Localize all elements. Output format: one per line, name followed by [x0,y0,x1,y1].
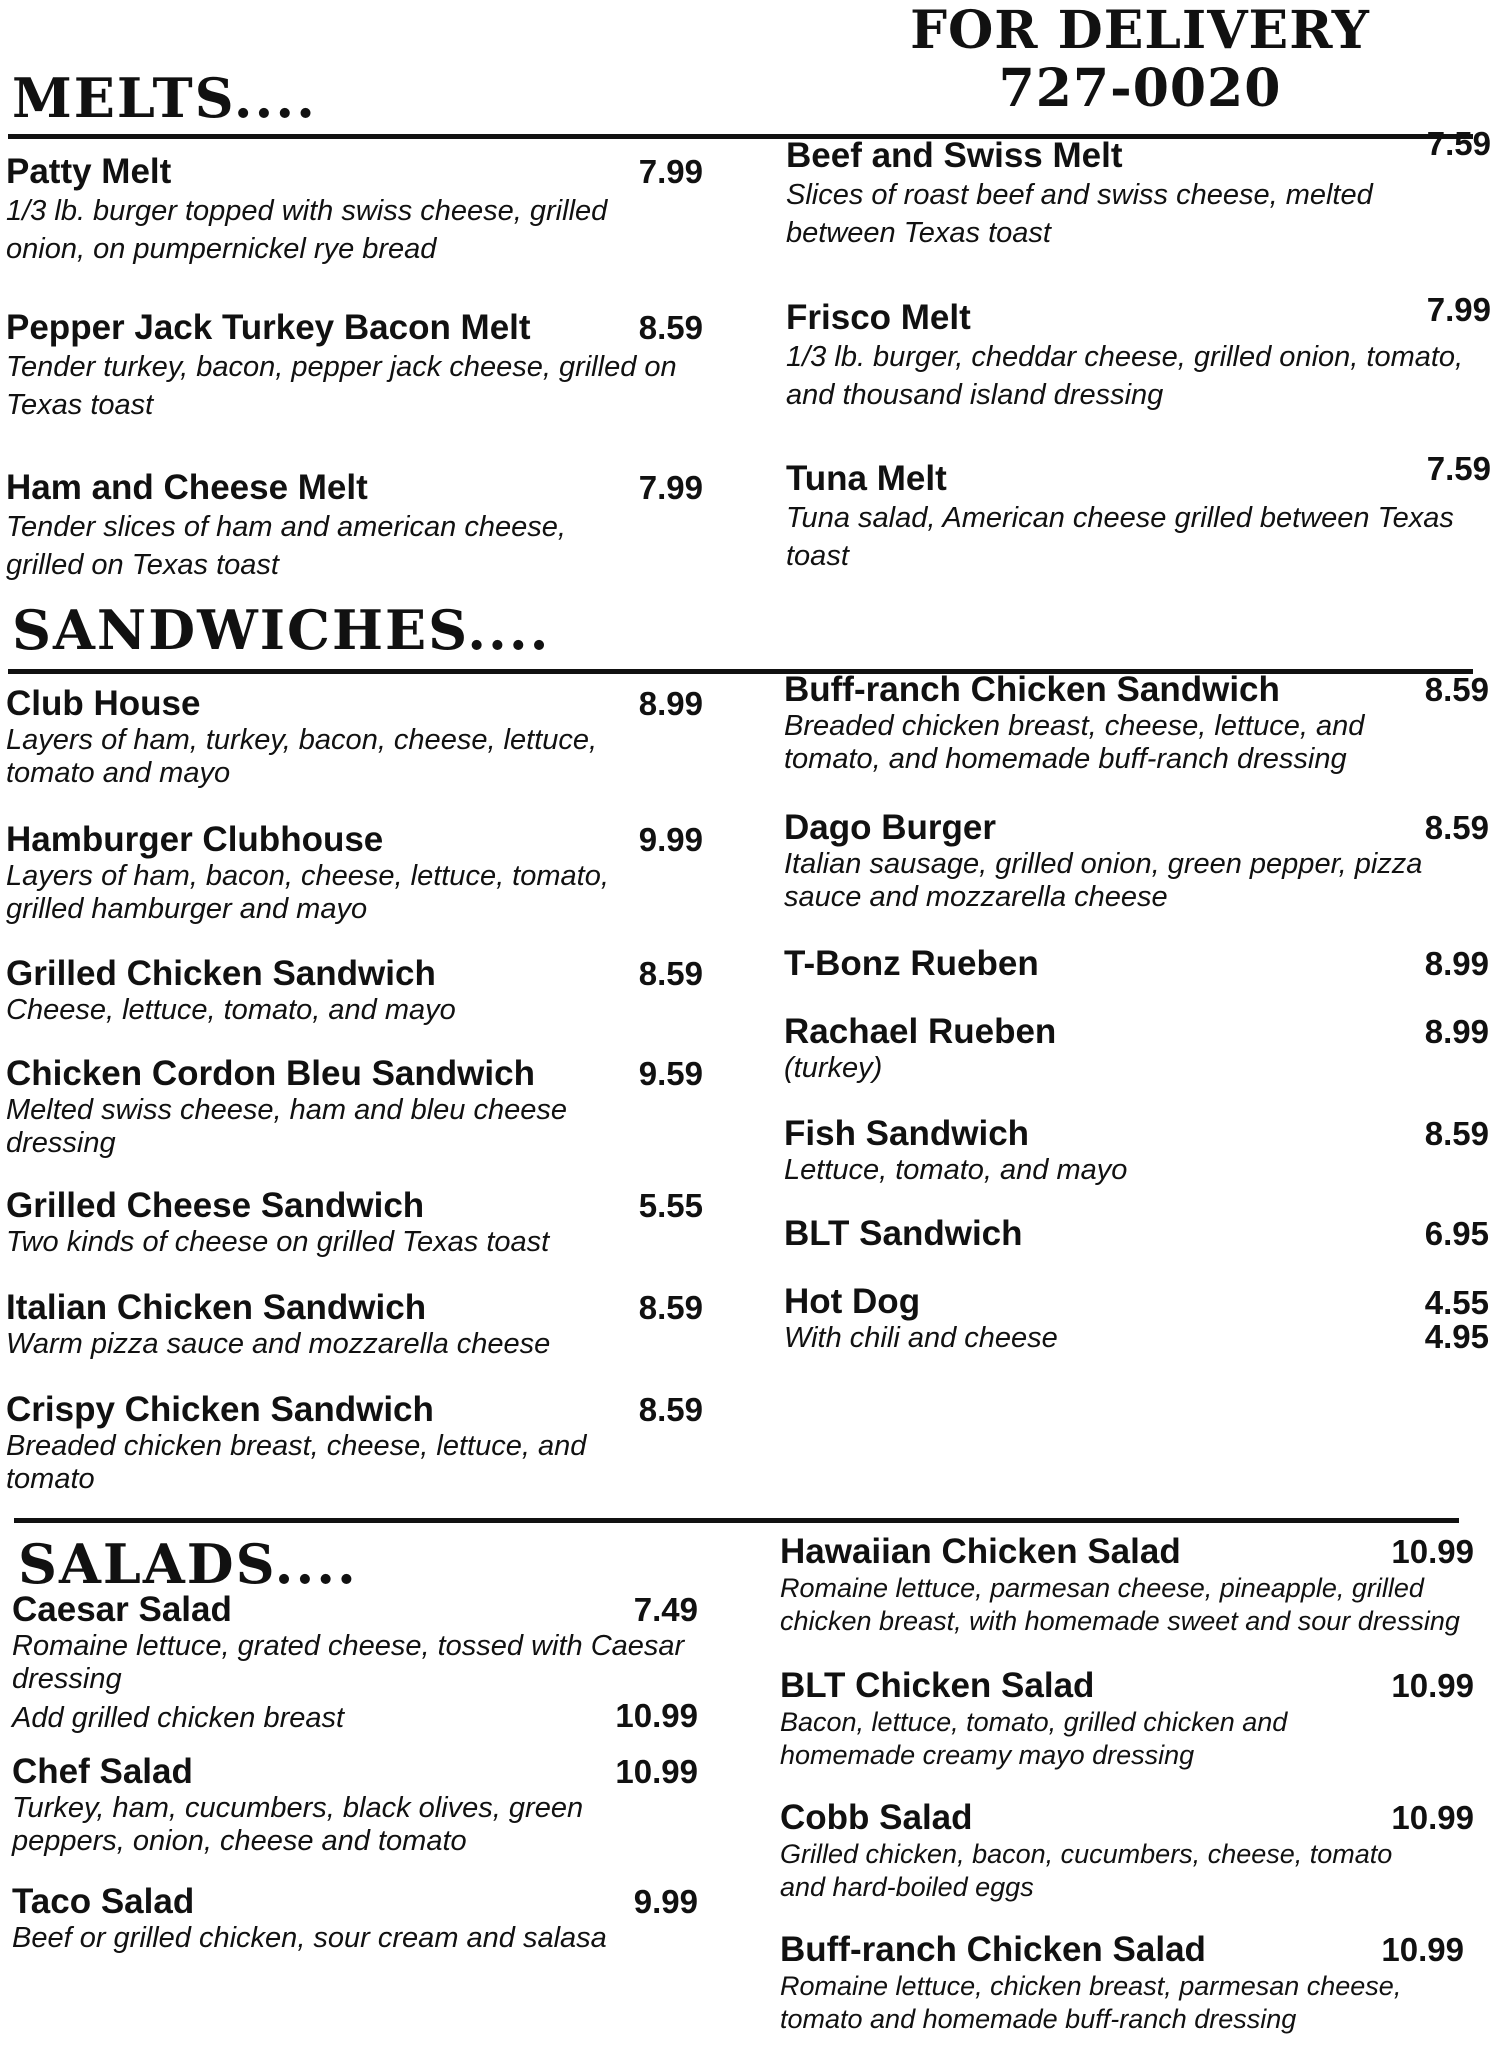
item-name: Crispy Chicken Sandwich [6,1390,434,1429]
item-price: 10.99 [1381,1931,1464,1968]
item-price: 8.59 [638,1391,703,1428]
item-description: Warm pizza sauce and mozzarella cheese [6,1328,551,1360]
menu-item [12,1590,698,1737]
menu-item [780,1532,1474,1638]
item-name: Ham and Cheese Melt [6,468,368,507]
item-price: 10.99 [1391,1799,1474,1836]
item-description: Tuna salad, American cheese grilled between Texas toast [786,502,1454,572]
salads-title: SALADS.... [18,1532,358,1596]
menu-item [6,468,703,584]
add-on-price: 10.99 [615,1697,698,1734]
menu-item [786,125,1491,252]
item-name: Dago Burger [784,808,996,847]
item-price: 5.55 [638,1187,703,1224]
menu-item [6,1288,703,1361]
menu-item [6,954,703,1027]
item-description: (turkey) [784,1052,883,1084]
menu-item [6,684,703,790]
menu-item [6,1186,703,1259]
item-description: Romaine lettuce, parmesan cheese, pineapple, grilled chicken breast, with homemade sweet and sour dressing [780,1573,1460,1636]
item-name: Hawaiian Chicken Salad [780,1532,1181,1571]
item-price: 9.99 [633,1883,698,1920]
item-name: Pepper Jack Turkey Bacon Melt [6,308,531,347]
item-description: Tender turkey, bacon, pepper jack cheese, grilled on Texas toast [6,351,677,421]
item-price: 8.59 [638,955,703,992]
item-price: 6.95 [1424,1215,1489,1252]
item-name: Buff-ranch Chicken Sandwich [784,670,1280,709]
item-description: 1/3 lb. burger topped with swiss cheese, grilled onion, on pumpernickel rye bread [6,195,608,265]
menu-item [780,1666,1474,1772]
salads-divider [14,1518,1459,1523]
item-name: Cobb Salad [780,1798,973,1837]
item-price-with-chili: 4.95 [1424,1318,1489,1355]
item-description: Breaded chicken breast, cheese, lettuce, and tomato [6,1430,587,1495]
item-description: Lettuce, tomato, and mayo [784,1154,1128,1186]
item-price: 7.99 [638,469,703,506]
item-description: Grilled chicken, bacon, cucumbers, cheese, tomato and hard-boiled eggs [780,1839,1393,1902]
item-description: Turkey, ham, cucumbers, black olives, green peppers, onion, cheese and tomato [12,1792,584,1857]
item-price: 8.59 [1424,671,1489,708]
item-price: 9.59 [638,1055,703,1092]
item-price: 8.99 [1424,945,1489,982]
menu-item [6,1054,703,1160]
item-price: 8.99 [1424,1013,1489,1050]
item-price: 8.99 [638,685,703,722]
menu-item [6,152,703,268]
menu-item [6,1390,703,1496]
item-name: Buff-ranch Chicken Salad [780,1930,1206,1969]
delivery-label: FOR DELIVERY [910,0,1370,61]
item-name: Chicken Cordon Bleu Sandwich [6,1054,535,1093]
item-price: 8.59 [1424,809,1489,846]
item-name: Chef Salad [12,1752,193,1791]
item-price: 8.59 [1424,1115,1489,1152]
menu-item [784,670,1489,776]
menu-item [786,450,1491,575]
item-name: Hot Dog [784,1282,921,1321]
item-description: Bacon, lettuce, tomato, grilled chicken and homemade creamy mayo dressing [780,1707,1288,1770]
menu-item [786,291,1491,414]
menu-item [6,308,703,424]
item-price: 7.99 [1426,291,1491,328]
item-price: 7.59 [1426,450,1491,487]
item-name: BLT Sandwich [784,1214,1023,1253]
item-name: Caesar Salad [12,1590,232,1629]
item-name: Grilled Chicken Sandwich [6,954,436,993]
item-price: 9.99 [638,821,703,858]
item-description: Slices of roast beef and swiss cheese, melted between Texas toast [786,179,1373,249]
item-price: 10.99 [1391,1533,1474,1570]
item-name: Taco Salad [12,1882,195,1921]
item-name: T-Bonz Rueben [784,944,1039,983]
item-price: 10.99 [615,1753,698,1790]
sandwiches-title: SANDWICHES.... [12,598,551,662]
item-price: 7.49 [633,1591,698,1628]
item-name: Tuna Melt [786,459,947,498]
add-on-label: Add grilled chicken breast [12,1702,345,1734]
item-description: Romaine lettuce, chicken breast, parmesan cheese, tomato and homemade buff-ranch dressing [780,1971,1402,2034]
item-description: Cheese, lettuce, tomato, and mayo [6,994,456,1026]
item-description: Layers of ham, bacon, cheese, lettuce, tomato, grilled hamburger and mayo [6,860,609,925]
item-description: Italian sausage, grilled onion, green pepper, pizza sauce and mozzarella cheese [784,848,1423,913]
menu-item [784,1114,1489,1187]
item-price: 7.59 [1426,125,1491,162]
menu-item [784,1214,1489,1254]
menu-item [780,1798,1474,1904]
item-description: Melted swiss cheese, ham and bleu cheese dressing [6,1094,567,1159]
item-name: Rachael Rueben [784,1012,1057,1051]
item-name: Italian Chicken Sandwich [6,1288,427,1327]
item-price: 8.59 [638,1289,703,1326]
menu-item [780,1930,1464,2036]
item-price: 10.99 [1391,1667,1474,1704]
item-name: Club House [6,684,201,723]
menu-item [784,1012,1489,1085]
item-description: Breaded chicken breast, cheese, lettuce, and tomato, and homemade buff-ranch dressing [784,710,1365,775]
item-description: Two kinds of cheese on grilled Texas toast [6,1226,550,1258]
item-description: Beef or grilled chicken, sour cream and salasa [12,1922,607,1954]
item-name: Beef and Swiss Melt [786,136,1123,175]
item-description: With chili and cheese [784,1322,1058,1354]
menu-item [6,820,703,926]
item-description: Tender slices of ham and american cheese, grilled on Texas toast [6,511,566,581]
item-name: BLT Chicken Salad [780,1666,1095,1705]
item-description: Romaine lettuce, grated cheese, tossed with Caesar dressing [12,1630,685,1695]
item-price: 8.59 [638,309,703,346]
menu-item [12,1752,698,1858]
item-name: Frisco Melt [786,298,971,337]
delivery-header [850,2,1430,118]
menu-item [784,1282,1489,1355]
item-name: Patty Melt [6,152,172,191]
item-description: 1/3 lb. burger, cheddar cheese, grilled onion, tomato, and thousand island dressing [786,341,1464,411]
item-description: Layers of ham, turkey, bacon, cheese, lettuce, tomato and mayo [6,724,598,789]
melts-title: MELTS.... [12,66,317,130]
item-name: Hamburger Clubhouse [6,820,384,859]
delivery-phone: 727-0020 [998,58,1282,119]
menu-item [784,808,1489,914]
menu-item [784,944,1489,984]
menu-item [12,1882,698,1955]
item-price: 7.99 [638,153,703,190]
item-name: Fish Sandwich [784,1114,1030,1153]
item-price: 4.55 [1424,1284,1489,1321]
item-name: Grilled Cheese Sandwich [6,1186,425,1225]
